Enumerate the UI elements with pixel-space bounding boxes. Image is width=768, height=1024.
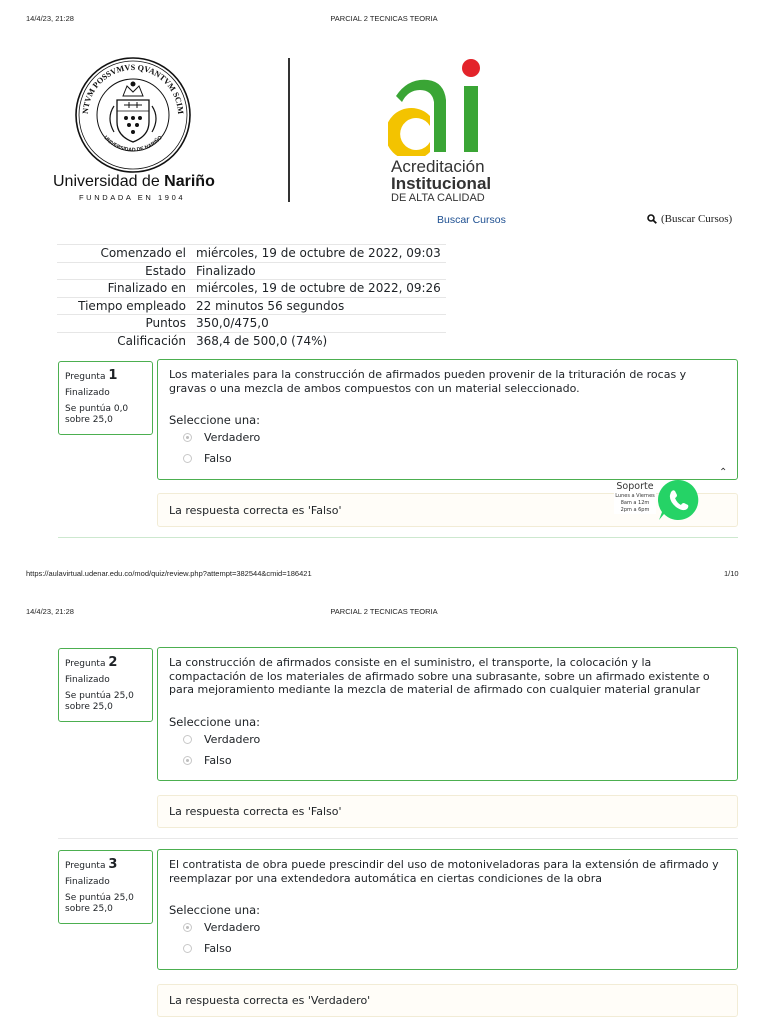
support-hours-2: 8am a 12m — [620, 500, 650, 506]
question-label: Pregunta — [65, 861, 106, 871]
radio-button[interactable] — [183, 454, 192, 463]
option-label: Verdadero — [204, 431, 261, 444]
university-founded: FUNDADA EN 1904 — [79, 193, 186, 202]
divider — [58, 537, 738, 538]
option-verdadero[interactable] — [183, 729, 726, 750]
question-number: 2 — [108, 655, 118, 670]
university-seal-logo — [74, 56, 192, 174]
print-date: 14/4/23, 21:28 — [26, 607, 74, 616]
option-label: Verdadero — [204, 921, 261, 934]
question-content-3 — [157, 849, 738, 970]
question-label: Pregunta — [65, 372, 106, 382]
summary-row — [57, 332, 446, 349]
feedback-1: La respuesta correcta es 'Falso' — [157, 493, 738, 527]
question-label: Pregunta — [65, 659, 106, 669]
option-falso[interactable] — [183, 750, 726, 771]
summary-label: Puntos — [57, 315, 191, 333]
option-label: Falso — [204, 452, 232, 465]
print-page-number: 1/10 — [724, 569, 739, 578]
question-text: El contratista de obra puede prescindir del uso de motoniveladoras para la extensión de afirmado y reemplazar por una extendedora automática en ciertas condiciones de la obra — [169, 858, 719, 885]
question-content-1 — [157, 359, 738, 480]
acred-line-1: Acreditación — [391, 157, 485, 176]
summary-row — [57, 315, 446, 333]
summary-label: Finalizado en — [57, 280, 191, 298]
radio-button[interactable] — [183, 923, 192, 932]
summary-label: Comenzado el — [57, 245, 191, 263]
whatsapp-icon[interactable] — [656, 478, 700, 522]
question-state: Finalizado — [65, 388, 110, 398]
question-text: La construcción de afirmados consiste en el suministro, el transporte, la colocación y la compactación de los materiales de afirmado sobre una subrasante, sobre un afirmado existente o para mejoramiento mediante la mezcla de material de afirmado con cualquier material granular — [169, 656, 710, 696]
summary-value: 22 minutos 56 segundos — [191, 297, 446, 315]
option-label: Falso — [204, 753, 232, 767]
option-label: Verdadero — [204, 732, 261, 746]
logo-divider — [288, 58, 290, 202]
radio-button[interactable] — [183, 944, 192, 953]
summary-value: 350,0/475,0 — [191, 315, 446, 333]
summary-value: 368,4 de 500,0 (74%) — [191, 332, 446, 349]
acreditacion-logo — [388, 56, 498, 156]
svg-text:TANTVM POSSVMVS QVANTVM SCIMVS: NTVM POSSVMVS QVANTVM SCIM — [80, 62, 186, 115]
question-text: Los materiales para la construcción de afirmados pueden provenir de la trituración de rocas y gravas o una mezcla de ambos compuestos con un material seleccionado. — [169, 368, 687, 395]
question-number: 1 — [108, 368, 118, 383]
summary-row — [57, 262, 446, 280]
print-title: PARCIAL 2 TECNICAS TEORIA — [330, 607, 438, 616]
option-verdadero[interactable] — [183, 917, 726, 938]
radio-button[interactable] — [183, 756, 192, 765]
question-info-3 — [58, 850, 153, 924]
magnifier-icon — [647, 214, 657, 224]
support-title: Soporte — [616, 481, 654, 492]
question-state: Finalizado — [65, 877, 110, 887]
search-label: (Buscar Cursos) — [661, 213, 733, 225]
option-falso[interactable] — [183, 448, 726, 469]
radio-button[interactable] — [183, 735, 192, 744]
select-prompt: Seleccione una: — [169, 714, 261, 729]
select-prompt: Seleccione una: — [169, 903, 261, 917]
print-title: PARCIAL 2 TECNICAS TEORIA — [330, 14, 438, 23]
attempt-summary-table — [57, 244, 446, 349]
question-grade: Se puntúa 25,0 sobre 25,0 — [65, 893, 134, 914]
question-info-2 — [58, 648, 153, 722]
summary-row — [57, 245, 446, 263]
feedback-3: La respuesta correcta es 'Verdadero' — [157, 984, 738, 1017]
summary-row — [57, 280, 446, 298]
summary-label: Calificación — [57, 332, 191, 349]
select-prompt: Seleccione una: — [169, 413, 261, 427]
acred-line-3: DE ALTA CALIDAD — [391, 192, 485, 204]
print-url: https://aulavirtual.udenar.edu.co/mod/quiz/review.php?attempt=382544&cmid=186421 — [26, 569, 312, 578]
chevron-up-icon[interactable]: ⌃ — [719, 467, 728, 478]
summary-value: miércoles, 19 de octubre de 2022, 09:03 — [191, 245, 446, 263]
option-falso[interactable] — [183, 938, 726, 959]
question-content-2 — [157, 647, 738, 781]
divider — [58, 838, 738, 839]
summary-label: Estado — [57, 262, 191, 280]
question-number: 3 — [108, 857, 118, 872]
radio-button[interactable] — [183, 433, 192, 442]
summary-value: Finalizado — [191, 262, 446, 280]
summary-label: Tiempo empleado — [57, 297, 191, 315]
option-label: Falso — [204, 942, 232, 955]
print-date: 14/4/23, 21:28 — [26, 14, 74, 23]
question-grade: Se puntúa 0,0 sobre 25,0 — [65, 404, 129, 425]
search-courses-button[interactable] — [647, 213, 732, 225]
question-grade: Se puntúa 25,0 sobre 25,0 — [65, 691, 134, 712]
support-hours-3: 2pm a 6pm — [620, 507, 650, 513]
summary-value: miércoles, 19 de octubre de 2022, 09:26 — [191, 280, 446, 298]
support-hours-1: Lunes a Viernes — [615, 493, 655, 499]
buscar-cursos-link[interactable]: Buscar Cursos — [437, 214, 506, 226]
option-verdadero[interactable] — [183, 427, 726, 448]
feedback-2: La respuesta correcta es 'Falso' — [157, 795, 738, 828]
svg-text:UNIVERSIDAD DE NARIÑO: UNIVERSIDAD DE NARIÑO — [102, 134, 164, 154]
acred-line-2: Institucional — [391, 174, 492, 193]
question-state: Finalizado — [65, 675, 110, 685]
summary-row — [57, 297, 446, 315]
university-name: Universidad de Nariño — [53, 173, 215, 190]
support-widget[interactable] — [614, 481, 656, 514]
question-info-1 — [58, 361, 153, 435]
